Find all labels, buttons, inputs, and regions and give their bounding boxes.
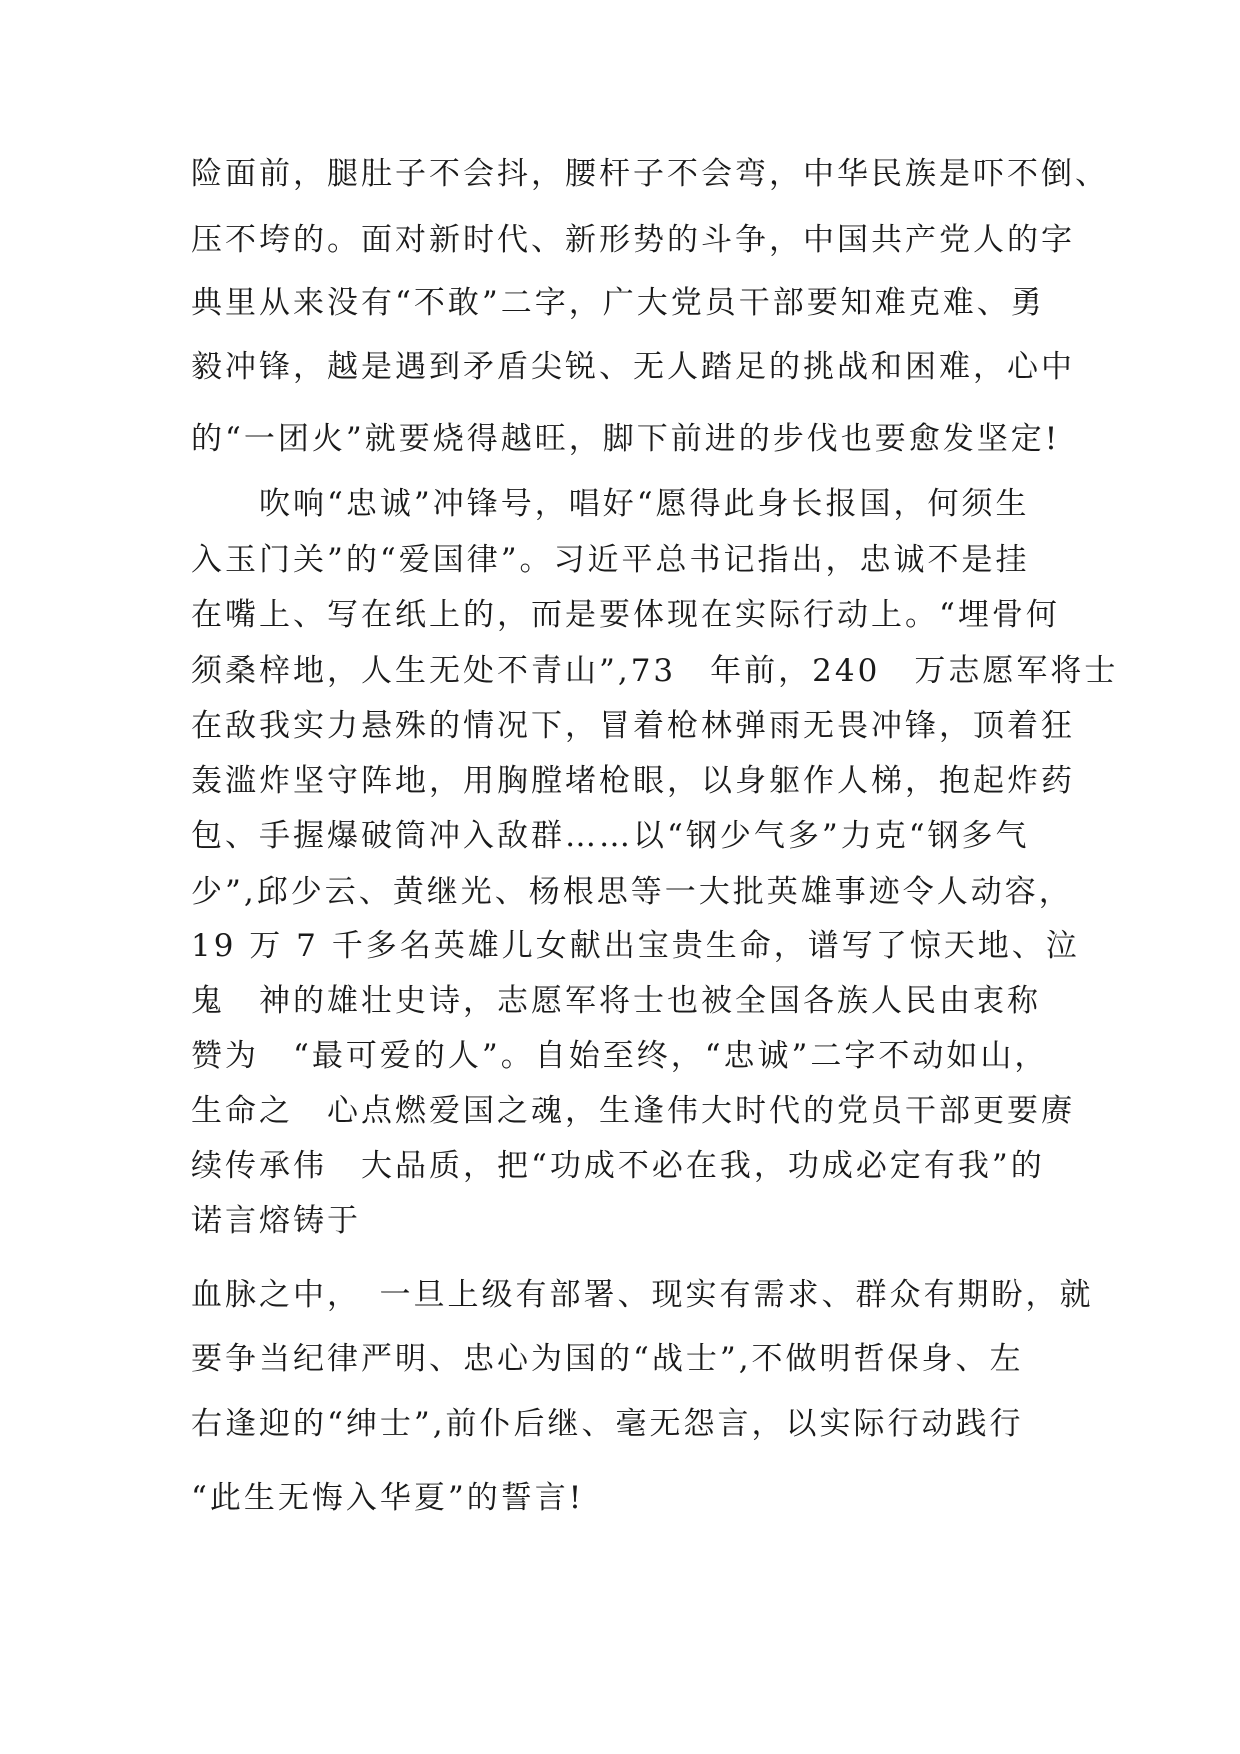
text-line-21: 要争当纪律严明、忠心为国的“战士”,不做明哲保身、左 xyxy=(191,1341,1024,1377)
text-line-11: 轰滥炸坚守阵地，用胸膛堵枪眼，以身躯作人梯，抱起炸药 xyxy=(191,763,1075,799)
text-line-9: 须桑梓地，人生无处不青山”,73 年前，240 万志愿军将士 xyxy=(191,653,1119,689)
text-line-23: “此生无悔入华夏”的誓言! xyxy=(191,1480,585,1516)
text-line-8: 在嘴上、写在纸上的，而是要体现在实际行动上。“埋骨何 xyxy=(191,597,1060,633)
text-line-4: 毅冲锋，越是遇到矛盾尖锐、无人踏足的挑战和困难，心中 xyxy=(191,349,1075,385)
text-line-14: 19 万 7 千多名英雄儿女献出宝贵生命，谱写了惊天地、泣 xyxy=(191,928,1080,964)
text-line-3: 典里从来没有“不敢”二字，广大党员干部要知难克难、勇 xyxy=(191,285,1045,321)
text-line-18: 续传承伟 大品质，把“功成不必在我，功成必定有我”的 xyxy=(191,1148,1045,1184)
text-line-20: 血脉之中， 一旦上级有部署、现实有需求、群众有期盼，就 xyxy=(191,1277,1094,1313)
text-line-19: 诺言熔铸于 xyxy=(191,1203,361,1239)
text-line-2: 压不垮的。面对新时代、新形势的斗争，中国共产党人的字 xyxy=(191,222,1075,258)
text-line-16: 赞为 “最可爱的人”。自始至终，“忠诚”二字不动如山， xyxy=(191,1038,1049,1074)
text-line-6: 吹响“忠诚”冲锋号，唱好“愿得此身长报国，何须生 xyxy=(191,486,1030,522)
text-line-7: 入玉门关”的“爱国律”。习近平总书记指出，忠诚不是挂 xyxy=(191,542,1030,578)
text-line-22: 右逢迎的“绅士”,前仆后继、毫无怨言，以实际行动践行 xyxy=(191,1406,1024,1442)
text-line-15: 鬼 神的雄壮史诗，志愿军将士也被全国各族人民由衷称 xyxy=(191,983,1041,1019)
text-line-5: 的“一团火”就要烧得越旺，脚下前进的步伐也要愈发坚定! xyxy=(191,421,1061,457)
text-line-12: 包、手握爆破筒冲入敌群……以“钢少气多”力克“钢多气 xyxy=(191,818,1030,854)
text-line-13: 少”,邱少云、黄继光、杨根思等一大批英雄事迹令人动容， xyxy=(191,874,1073,910)
text-line-1: 险面前，腿肚子不会抖，腰杆子不会弯，中华民族是吓不倒、 xyxy=(191,156,1109,192)
text-line-10: 在敌我实力悬殊的情况下，冒着枪林弹雨无畏冲锋，顶着狂 xyxy=(191,708,1075,744)
text-line-17: 生命之 心点燃爱国之魂，生逢伟大时代的党员干部更要赓 xyxy=(191,1093,1075,1129)
